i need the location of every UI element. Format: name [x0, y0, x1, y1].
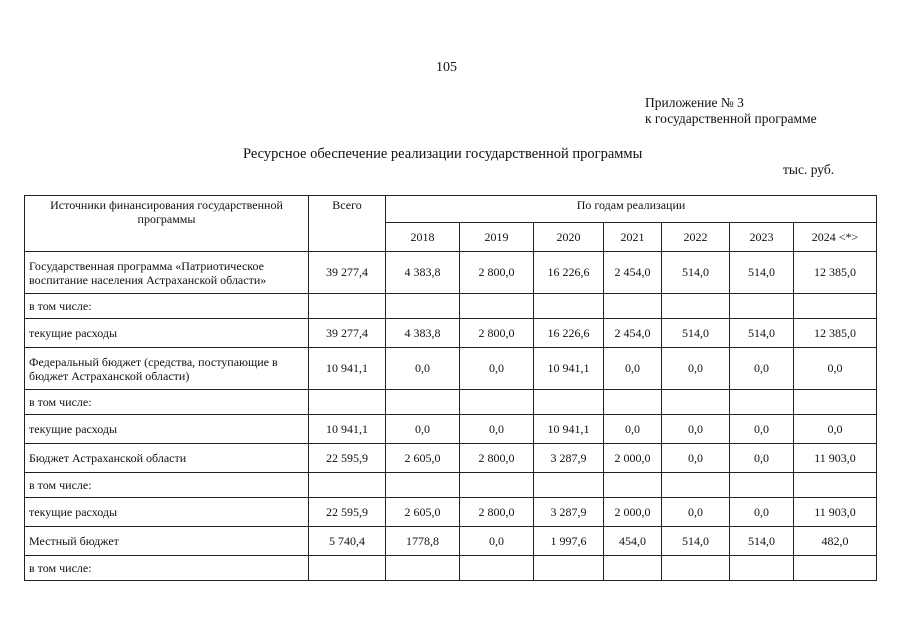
row-total: 39 277,4 — [309, 319, 386, 348]
table-row — [25, 415, 877, 444]
row-year-value: 0,0 — [662, 348, 730, 390]
row-year-value: 454,0 — [604, 527, 662, 556]
row-year-value — [386, 390, 460, 415]
row-year-value: 0,0 — [604, 348, 662, 390]
row-label: в том числе: — [25, 390, 309, 415]
row-year-value: 0,0 — [604, 415, 662, 444]
row-year-value — [460, 294, 534, 319]
row-year-value: 514,0 — [662, 252, 730, 294]
row-total: 22 595,9 — [309, 444, 386, 473]
row-year-value — [386, 294, 460, 319]
header-source: Источники финансирования государственной программы — [25, 196, 309, 252]
row-year-value — [794, 473, 877, 498]
row-label: Местный бюджет — [25, 527, 309, 556]
header-year: 2021 — [604, 223, 662, 252]
row-year-value: 16 226,6 — [534, 319, 604, 348]
row-year-value — [386, 556, 460, 581]
row-total — [309, 556, 386, 581]
appendix-note — [645, 95, 817, 127]
row-label: текущие расходы — [25, 415, 309, 444]
row-label: Федеральный бюджет (средства, поступающие в бюджет Астраханской области) — [25, 348, 309, 390]
row-year-value: 0,0 — [730, 444, 794, 473]
table-row — [25, 473, 877, 498]
row-year-value: 12 385,0 — [794, 252, 877, 294]
row-year-value: 0,0 — [662, 498, 730, 527]
row-year-value — [730, 390, 794, 415]
row-year-value — [604, 556, 662, 581]
header-year: 2019 — [460, 223, 534, 252]
row-year-value: 4 383,8 — [386, 319, 460, 348]
row-year-value: 0,0 — [730, 348, 794, 390]
header-total: Всего — [309, 196, 386, 252]
row-year-value — [534, 556, 604, 581]
row-year-value: 2 454,0 — [604, 252, 662, 294]
table-row — [25, 319, 877, 348]
table-row — [25, 390, 877, 415]
row-year-value: 0,0 — [386, 348, 460, 390]
row-year-value: 2 800,0 — [460, 319, 534, 348]
row-year-value — [534, 294, 604, 319]
appendix-line-1: Приложение № 3 — [645, 95, 744, 110]
header-year: 2023 — [730, 223, 794, 252]
row-label: Государственная программа «Патриотическое воспитание населения Астраханской области» — [25, 252, 309, 294]
row-year-value: 0,0 — [794, 348, 877, 390]
row-year-value: 0,0 — [794, 415, 877, 444]
row-year-value: 0,0 — [460, 348, 534, 390]
row-year-value: 11 903,0 — [794, 498, 877, 527]
row-year-value: 10 941,1 — [534, 348, 604, 390]
row-year-value — [460, 473, 534, 498]
row-label: в том числе: — [25, 294, 309, 319]
header-by-years: По годам реализации — [386, 196, 877, 223]
row-year-value — [662, 556, 730, 581]
row-label: Бюджет Астраханской области — [25, 444, 309, 473]
row-year-value: 3 287,9 — [534, 498, 604, 527]
row-year-value: 1 997,6 — [534, 527, 604, 556]
row-year-value — [662, 390, 730, 415]
row-year-value — [794, 556, 877, 581]
row-label: в том числе: — [25, 473, 309, 498]
row-year-value — [730, 556, 794, 581]
row-year-value: 11 903,0 — [794, 444, 877, 473]
row-year-value: 1778,8 — [386, 527, 460, 556]
page-number: 105 — [436, 60, 457, 75]
row-year-value: 2 800,0 — [460, 498, 534, 527]
table-row — [25, 556, 877, 581]
header-year: 2022 — [662, 223, 730, 252]
row-total: 10 941,1 — [309, 348, 386, 390]
row-year-value: 2 000,0 — [604, 444, 662, 473]
row-year-value: 2 605,0 — [386, 444, 460, 473]
header-year: 2020 — [534, 223, 604, 252]
row-year-value — [460, 390, 534, 415]
row-total — [309, 473, 386, 498]
row-year-value: 514,0 — [730, 252, 794, 294]
row-year-value: 12 385,0 — [794, 319, 877, 348]
row-year-value — [460, 556, 534, 581]
row-year-value: 514,0 — [730, 527, 794, 556]
row-year-value: 0,0 — [460, 415, 534, 444]
table-row — [25, 348, 877, 390]
table-row — [25, 444, 877, 473]
row-year-value — [604, 294, 662, 319]
row-year-value — [730, 294, 794, 319]
row-year-value: 2 800,0 — [460, 252, 534, 294]
row-year-value: 0,0 — [662, 444, 730, 473]
row-year-value — [534, 390, 604, 415]
table-row — [25, 527, 877, 556]
row-year-value: 16 226,6 — [534, 252, 604, 294]
row-year-value: 0,0 — [662, 415, 730, 444]
row-year-value — [662, 473, 730, 498]
row-year-value: 2 605,0 — [386, 498, 460, 527]
unit-label: тыс. руб. — [783, 162, 835, 177]
row-year-value: 2 000,0 — [604, 498, 662, 527]
row-year-value: 0,0 — [730, 415, 794, 444]
row-year-value: 482,0 — [794, 527, 877, 556]
row-year-value: 0,0 — [460, 527, 534, 556]
row-year-value — [604, 390, 662, 415]
row-year-value: 514,0 — [662, 319, 730, 348]
row-total — [309, 294, 386, 319]
row-year-value — [794, 294, 877, 319]
row-year-value — [534, 473, 604, 498]
row-year-value: 2 454,0 — [604, 319, 662, 348]
row-total: 39 277,4 — [309, 252, 386, 294]
row-year-value: 4 383,8 — [386, 252, 460, 294]
table-row — [25, 498, 877, 527]
row-year-value: 0,0 — [386, 415, 460, 444]
row-year-value: 2 800,0 — [460, 444, 534, 473]
appendix-line-2: к государственной программе — [645, 111, 817, 126]
document-title: Ресурсное обеспечение реализации государственной программы — [243, 146, 643, 162]
header-year: 2018 — [386, 223, 460, 252]
row-label: текущие расходы — [25, 319, 309, 348]
row-total: 5 740,4 — [309, 527, 386, 556]
row-year-value — [662, 294, 730, 319]
row-total: 22 595,9 — [309, 498, 386, 527]
row-year-value — [794, 390, 877, 415]
header-year: 2024 <*> — [794, 223, 877, 252]
row-year-value — [386, 473, 460, 498]
row-year-value: 10 941,1 — [534, 415, 604, 444]
row-total: 10 941,1 — [309, 415, 386, 444]
table-row — [25, 252, 877, 294]
row-year-value — [730, 473, 794, 498]
row-year-value: 514,0 — [662, 527, 730, 556]
resource-table — [24, 195, 877, 581]
table-row — [25, 294, 877, 319]
row-year-value: 0,0 — [730, 498, 794, 527]
row-year-value: 514,0 — [730, 319, 794, 348]
row-year-value — [604, 473, 662, 498]
row-label: текущие расходы — [25, 498, 309, 527]
row-label: в том числе: — [25, 556, 309, 581]
row-year-value: 3 287,9 — [534, 444, 604, 473]
table-body — [25, 252, 877, 581]
row-total — [309, 390, 386, 415]
